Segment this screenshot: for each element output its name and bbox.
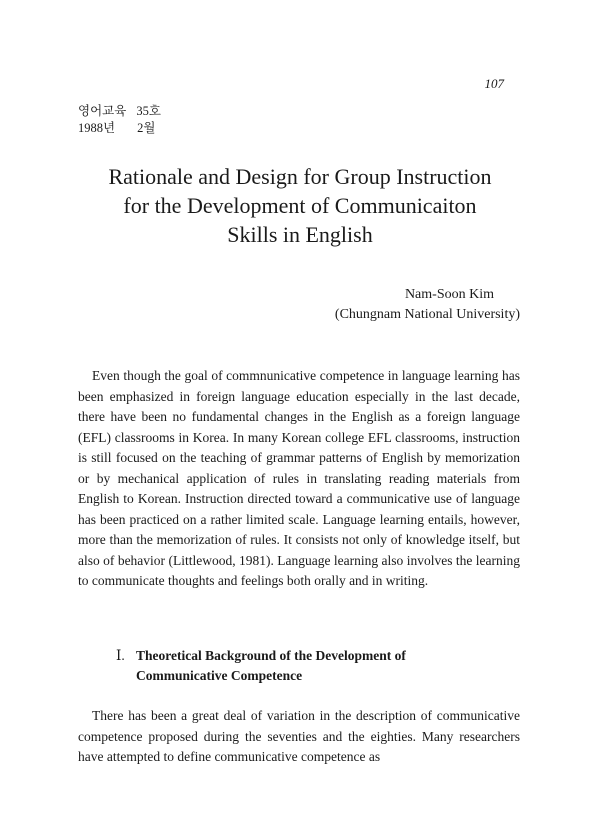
section-heading-line-2: Communicative Competence xyxy=(136,668,303,683)
body-paragraph: There has been a great deal of variation in the description of communicative competence proposed during the seventies and the eighties. Many researchers have attempted to define communicative competence as xyxy=(78,708,520,764)
author-affiliation: (Chungnam National University) xyxy=(334,307,520,322)
journal-issue: 35호 xyxy=(136,104,161,118)
title-line-2: for the Development of Communicaiton xyxy=(123,193,477,218)
section-heading xyxy=(116,646,516,686)
title-line-3: Skills in English xyxy=(227,222,373,247)
journal-date-row xyxy=(78,120,161,137)
abstract-paragraph: Even though the goal of commnunicative competence in language learning has been emphasized in foreign language education especially in the last decade, there have been no fundamental changes in the English as a foreign language (EFL) classrooms in Korea. In many Korean college EFL classrooms, instruction is still focused on the teaching of grammar patterns of English by memorization or by mechanical application of rules in translating reading materials from English to Korean. Instruction directed toward a communicative use of language has been practiced on a rather limited scale. Language learning entails, however, more than the memorization of rules. It consists not only of knowledge itself, but also of behavior (Littlewood, 1981). Language learning also involves the learning to communicate thoughts and feelings both orally and in writing. xyxy=(78,368,520,588)
page-number: 107 xyxy=(484,76,504,91)
journal-year: 1988년 xyxy=(78,121,116,135)
author-name: Nam-Soon Kim xyxy=(404,287,494,302)
title-line-1: Rationale and Design for Group Instruction xyxy=(108,164,492,189)
journal-name: 영어교육 xyxy=(78,104,127,118)
section-heading-line-1: Theoretical Background of the Development of xyxy=(136,648,406,663)
journal-month: 2월 xyxy=(137,121,156,135)
journal-info xyxy=(78,103,161,137)
article-title xyxy=(60,162,540,249)
journal-issue-row xyxy=(78,103,161,120)
section-number: Ⅰ. xyxy=(116,648,125,663)
author-block xyxy=(335,285,520,325)
